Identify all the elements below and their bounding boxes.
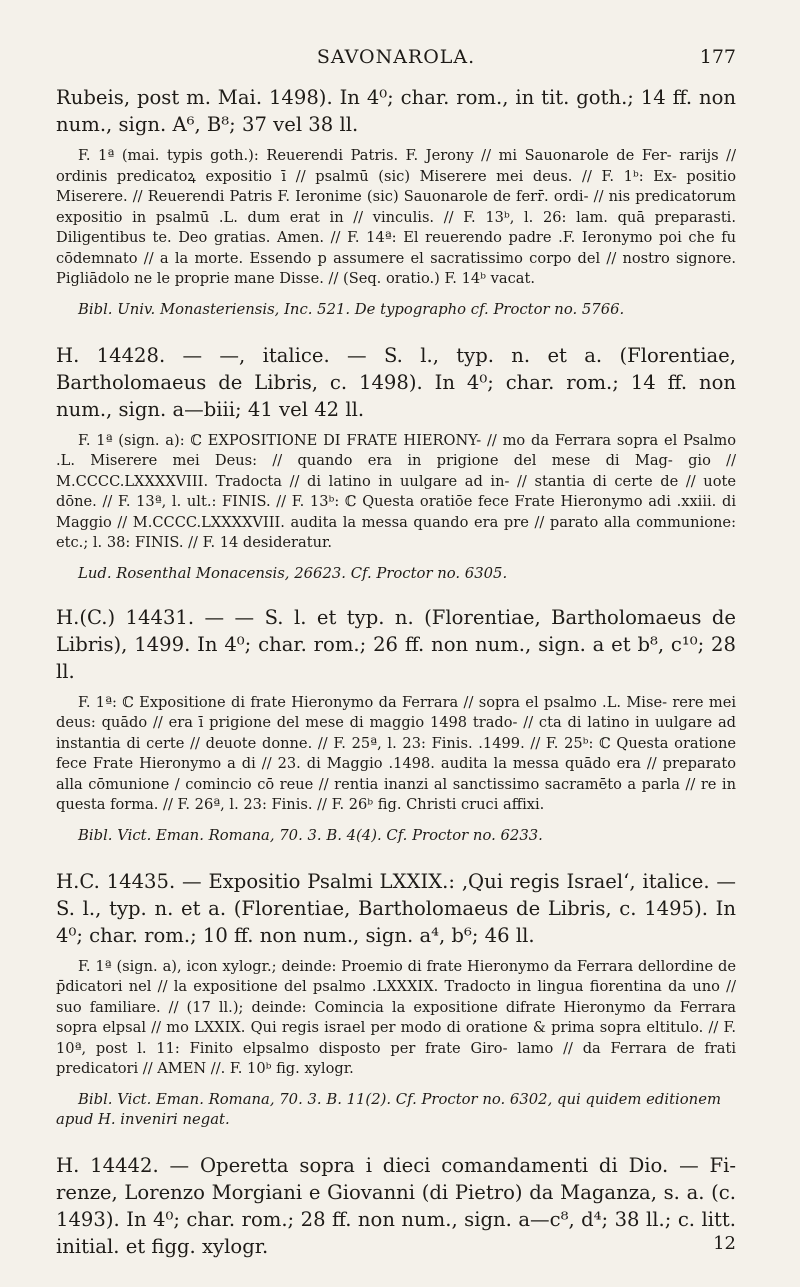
page-number: 177 — [699, 46, 736, 68]
catalogue-page — [56, 34, 736, 1264]
running-head — [56, 34, 736, 68]
signature-mark: 12 — [713, 1233, 736, 1254]
entry-heading: H.C. 14435. — Expositio Psalmi LXXIX.: ‚Qui regis Israel‘, italice. — S. l., typ. n. et a. (Florentiae, Bartholomaeus de Libris, c. 1495). In 4⁰; char. rom.; 10 ff. non num., sign. a⁴, b⁶; 46 ll. — [56, 869, 736, 947]
entry-citation: Bibl. Univ. Monasteriensis, Inc. 521. De typographo cf. Proctor no. 5766. — [78, 300, 625, 318]
entry-heading: H. 14442. — Operetta sopra i dieci comandamenti di Dio. — Fi- renze, Lorenzo Morgiani e Giovanni (di Pietro) da Maganza, s. a. (c. 1493). In 4⁰; char. rom.; 28 ff. non num., sign. a—c⁸, d⁴; 38 ll.; c. litt. initial. et figg. xylogr. — [56, 1153, 736, 1258]
entry-heading: H. 14428. — —, italice. — S. l., typ. n. et a. (Florentiae, Bartholomaeus de Libris, c. 1498). In 4⁰; char. rom.; 14 ff. non num., sign. a—biii; 41 vel 42 ll. — [56, 343, 736, 421]
entry-citation: Lud. Rosenthal Monacensis, 26623. Cf. Proctor no. 6305. — [78, 564, 508, 582]
entry-citation: Bibl. Vict. Eman. Romana, 70. 3. B. 4(4). Cf. Proctor no. 6233. — [78, 826, 543, 844]
entry-collation: F. 1ª (sign. a): ℂ EXPOSITIONE DI FRATE HIERONY- // mo da Ferrara sopra el Psalmo .L. Miserere mei Deus: // quando era in prigione del mese di Mag- gio // M.CCCC.LXXXXVIII. Tradocta // di latino in uulgare ad in- // stantia di certe de // uote dōne. // F. 13ª, l. ult.: FINIS. // F. 13ᵇ: ℂ Questa oratiōe fece Frate Hieronymo adi .xxiii. di Maggio // M.CCCC.LXXXXVIII. audita la messa quando era pre // parato alla communione: etc.; l. 38: FINIS. // F. 14 desideratur. — [56, 431, 736, 551]
entry-collation: F. 1ª: ℂ Expositione di frate Hieronymo da Ferrara // sopra el psalmo .L. Mise- rere mei deus: quādo // era ī prigione del mese di maggio 1498 trado- // cta di latino in uulgare ad instantia di certe // deuote donne. // F. 25ª, l. 23: Finis. .1499. // F. 25ᵇ: ℂ Questa oratione fece Frate Hieronymo a di // 23. di Maggio .1498. audita la messa quādo era // preparato alla cōmunione / comincio cō reue // rentia inanzi al sanctissimo sacramēto a parla // re in questa forma. // F. 26ª, l. 23: Finis. // F. 26ᵇ fig. Christi cruci affixi. — [56, 693, 736, 813]
entry-collation: F. 1ª (sign. a), icon xylogr.; deinde: Proemio di frate Hieronymo da Ferrara dellordine de p̄dicatori nel // la expositione del psalmo .LXXXIX. Tradocto in lingua fiorentina da uno // suo familiare. // (17 ll.); deinde: Comincia la expositione difrate Hieronymo da Ferrara sopra elpsal // mo LXXIX. Qui regis israel per modo di oratione & prima sopra eltitulo. // F. 10ª, post l. 11: Finito elpsalmo disposto per frate Giro- lamo // da Ferrara de frati predicatori // AMEN //. F. 10ᵇ fig. xylogr. — [56, 957, 736, 1077]
entry-collation: F. 1ª (mai. typis goth.): Reuerendi Patris. F. Jerony // mi Sauonarole de Fer- rarijs // ordinis predicatoꝝ expositio ī // psalmū (sic) Miserere mei deus. // F. 1ᵇ: Ex- positio Miserere. // Reuerendi Patris F. Ieronime (sic) Sauonarole de ferr̄. ordi- // nis predicatorum expositio in psalmū .L. dum erat in // vinculis. // F. 13ᵇ, l. 26: lam. quā preparasti. Diligentibus te. Deo gratias. Amen. // F. 14ª: El reuerendo padre .F. Ieronymo poi che fu cōdemnato // a la morte. Essendo p assumere el sacratissimo corpo del // nostro signore. Pigliādolo ne le proprie mane Disse. // (Seq. oratio.) F. 14ᵇ vacat. — [56, 147, 736, 287]
entry-heading: H.(C.) 14431. — — S. l. et typ. n. (Florentiae, Bartholomaeus de Libris), 1499. In 4⁰; char. rom.; 26 ff. non num., sign. a et b⁸, c¹⁰; 28 ll. — [56, 605, 736, 683]
entry-citation: Bibl. Vict. Eman. Romana, 70. 3. B. 11(2). Cf. Proctor no. 6302, qui quidem editionem apud H. inveniri negat. — [56, 1090, 721, 1128]
running-head-title: SAVONAROLA. — [316, 46, 476, 68]
entry-heading: Rubeis, post m. Mai. 1498). In 4⁰; char. rom., in tit. goth.; 14 ff. non num., sign. A⁶, B⁸; 37 vel 38 ll. — [56, 86, 736, 136]
